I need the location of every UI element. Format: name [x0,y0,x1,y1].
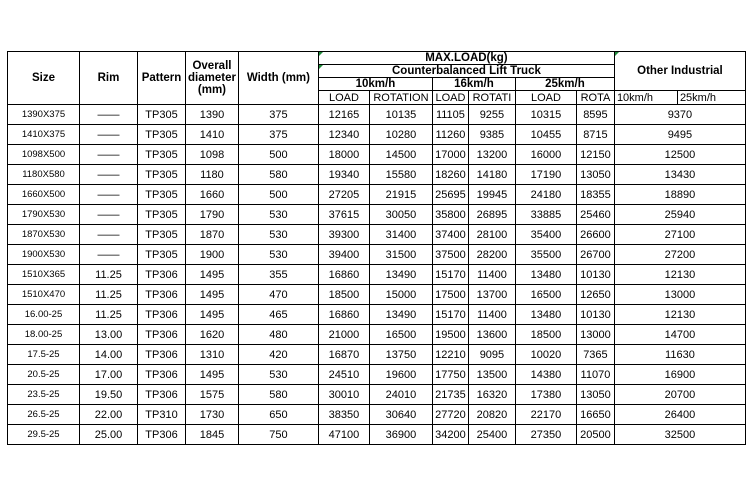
cell-load-10: 16860 [318,305,369,325]
cell-load-16: 17750 [432,365,468,385]
cell-load-10: 16860 [318,265,369,285]
cell-width: 530 [238,365,318,385]
header-speed-25: 25km/h [515,78,614,91]
cell-rim: —— [80,125,138,145]
cell-load-25: 17380 [515,385,576,405]
cell-width: 500 [238,185,318,205]
header-load-25: LOAD [515,91,576,105]
cell-size: 1660X500 [8,185,80,205]
table-row [8,105,746,125]
cell-width: 530 [238,225,318,245]
cell-load-25: 18500 [515,325,576,345]
header-max-load: MAX.LOAD(kg) [318,52,614,65]
cell-load-25: 17190 [515,165,576,185]
cell-size: 1510X470 [8,285,80,305]
cell-load-25: 35400 [515,225,576,245]
cell-diameter: 1495 [186,365,239,385]
cell-other-industrial: 16900 [614,365,745,385]
cell-size: 29.5-25 [8,425,80,445]
cell-rotation-10: 36900 [369,425,432,445]
cell-size: 1410X375 [8,125,80,145]
cell-other-industrial: 9370 [614,105,745,125]
header-other-25: 25km/h [677,91,745,105]
cell-rotation-25: 7365 [576,345,614,365]
cell-rotation-10: 31400 [369,225,432,245]
cell-rotation-10: 21915 [369,185,432,205]
cell-load-25: 16000 [515,145,576,165]
cell-rotation-10: 13750 [369,345,432,365]
cell-load-10: 27205 [318,185,369,205]
table-row [8,165,746,185]
cell-other-industrial: 12500 [614,145,745,165]
cell-pattern: TP306 [138,305,186,325]
cell-load-16: 25695 [432,185,468,205]
cell-load-16: 11260 [432,125,468,145]
cell-pattern: TP306 [138,385,186,405]
header-speed-16: 16km/h [432,78,515,91]
cell-rotation-16: 11400 [468,265,515,285]
cell-rotation-16: 9095 [468,345,515,365]
cell-size: 16.00-25 [8,305,80,325]
cell-rotation-25: 13000 [576,325,614,345]
cell-rotation-16: 9255 [468,105,515,125]
cell-pattern: TP305 [138,185,186,205]
table-row [8,205,746,225]
cell-rim: —— [80,245,138,265]
cell-diameter: 1900 [186,245,239,265]
header-rim: Rim [80,52,138,105]
cell-rotation-25: 20500 [576,425,614,445]
table-row [8,145,746,165]
cell-rotation-16: 26895 [468,205,515,225]
cell-load-25: 22170 [515,405,576,425]
cell-size: 18.00-25 [8,325,80,345]
cell-diameter: 1660 [186,185,239,205]
cell-other-industrial: 14700 [614,325,745,345]
cell-pattern: TP306 [138,325,186,345]
cell-other-industrial: 26400 [614,405,745,425]
cell-rotation-25: 16650 [576,405,614,425]
cell-rotation-16: 13700 [468,285,515,305]
cell-width: 580 [238,165,318,185]
cell-diameter: 1098 [186,145,239,165]
cell-load-16: 35800 [432,205,468,225]
cell-rim: 22.00 [80,405,138,425]
cell-rim: —— [80,225,138,245]
cell-rim: —— [80,165,138,185]
cell-rotation-16: 28200 [468,245,515,265]
cell-pattern: TP306 [138,365,186,385]
cell-width: 375 [238,105,318,125]
cell-rotation-10: 10135 [369,105,432,125]
cell-diameter: 1845 [186,425,239,445]
cell-pattern: TP305 [138,145,186,165]
cell-rotation-25: 12150 [576,145,614,165]
cell-other-industrial: 11630 [614,345,745,365]
cell-load-16: 34200 [432,425,468,445]
header-load-10: LOAD [318,91,369,105]
cell-load-25: 10315 [515,105,576,125]
cell-rotation-16: 13200 [468,145,515,165]
cell-load-25: 10455 [515,125,576,145]
cell-width: 650 [238,405,318,425]
cell-rim: 11.25 [80,305,138,325]
header-rotation-25: ROTA [576,91,614,105]
cell-load-10: 18500 [318,285,369,305]
cell-load-10: 24510 [318,365,369,385]
table-row [8,325,746,345]
cell-load-25: 10020 [515,345,576,365]
cell-pattern: TP305 [138,245,186,265]
cell-load-25: 16500 [515,285,576,305]
cell-pattern: TP306 [138,285,186,305]
cell-rim: 13.00 [80,325,138,345]
cell-diameter: 1310 [186,345,239,365]
cell-diameter: 1790 [186,205,239,225]
cell-rotation-25: 8715 [576,125,614,145]
header-overall-diameter: Overall diameter (mm) [186,52,239,105]
cell-other-industrial: 27100 [614,225,745,245]
cell-load-10: 18000 [318,145,369,165]
cell-width: 355 [238,265,318,285]
cell-load-16: 15170 [432,305,468,325]
cell-load-16: 27720 [432,405,468,425]
cell-load-25: 13480 [515,305,576,325]
cell-rotation-25: 10130 [576,305,614,325]
cell-other-industrial: 9495 [614,125,745,145]
cell-rotation-16: 13600 [468,325,515,345]
cell-size: 20.5-25 [8,365,80,385]
cell-load-10: 16870 [318,345,369,365]
cell-width: 500 [238,145,318,165]
cell-size: 1098X500 [8,145,80,165]
cell-load-16: 12210 [432,345,468,365]
header-speed-10: 10km/h [318,78,432,91]
cell-rotation-16: 14180 [468,165,515,185]
cell-rotation-16: 20820 [468,405,515,425]
cell-load-25: 14380 [515,365,576,385]
cell-pattern: TP305 [138,205,186,225]
cell-load-10: 38350 [318,405,369,425]
cell-rim: 14.00 [80,345,138,365]
cell-diameter: 1180 [186,165,239,185]
cell-load-10: 19340 [318,165,369,185]
cell-width: 420 [238,345,318,365]
cell-diameter: 1495 [186,265,239,285]
header-width: Width (mm) [238,52,318,105]
cell-load-10: 21000 [318,325,369,345]
cell-pattern: TP310 [138,405,186,425]
cell-size: 1510X365 [8,265,80,285]
cell-load-10: 12340 [318,125,369,145]
table-row [8,405,746,425]
cell-size: 1870X530 [8,225,80,245]
cell-rotation-10: 31500 [369,245,432,265]
cell-pattern: TP305 [138,125,186,145]
cell-rim: 11.25 [80,265,138,285]
cell-rim: 17.00 [80,365,138,385]
cell-load-10: 39300 [318,225,369,245]
cell-rim: —— [80,145,138,165]
cell-diameter: 1620 [186,325,239,345]
cell-rotation-10: 13490 [369,265,432,285]
cell-diameter: 1730 [186,405,239,425]
cell-rotation-25: 11070 [576,365,614,385]
table-row [8,265,746,285]
table-row [8,365,746,385]
table-row [8,285,746,305]
cell-load-16: 37400 [432,225,468,245]
cell-size: 23.5-25 [8,385,80,405]
cell-other-industrial: 12130 [614,265,745,285]
cell-load-16: 15170 [432,265,468,285]
cell-pattern: TP306 [138,265,186,285]
cell-rim: 25.00 [80,425,138,445]
cell-other-industrial: 13430 [614,165,745,185]
cell-other-industrial: 18890 [614,185,745,205]
cell-rotation-25: 12650 [576,285,614,305]
cell-load-16: 18260 [432,165,468,185]
header-size: Size [8,52,80,105]
cell-other-industrial: 20700 [614,385,745,405]
header-rotation-10: ROTATION [369,91,432,105]
cell-rotation-10: 24010 [369,385,432,405]
cell-width: 480 [238,325,318,345]
cell-load-10: 39400 [318,245,369,265]
table-row [8,345,746,365]
header-pattern: Pattern [138,52,186,105]
cell-diameter: 1575 [186,385,239,405]
cell-size: 1900X530 [8,245,80,265]
table-row [8,185,746,205]
header-counterbalanced: Counterbalanced Lift Truck [318,65,614,78]
cell-load-10: 30010 [318,385,369,405]
cell-pattern: TP306 [138,345,186,365]
cell-diameter: 1410 [186,125,239,145]
cell-rotation-25: 13050 [576,165,614,185]
cell-load-25: 24180 [515,185,576,205]
cell-load-10: 47100 [318,425,369,445]
cell-diameter: 1390 [186,105,239,125]
cell-other-industrial: 13000 [614,285,745,305]
cell-width: 530 [238,205,318,225]
cell-width: 465 [238,305,318,325]
cell-width: 580 [238,385,318,405]
cell-size: 26.5-25 [8,405,80,425]
cell-rotation-10: 14500 [369,145,432,165]
cell-rotation-10: 13490 [369,305,432,325]
cell-rotation-16: 28100 [468,225,515,245]
table-row [8,245,746,265]
cell-rotation-10: 16500 [369,325,432,345]
cell-size: 1180X580 [8,165,80,185]
cell-size: 1790X530 [8,205,80,225]
cell-load-16: 17500 [432,285,468,305]
cell-rotation-10: 30050 [369,205,432,225]
cell-load-25: 35500 [515,245,576,265]
cell-rotation-25: 26700 [576,245,614,265]
cell-load-10: 37615 [318,205,369,225]
cell-width: 530 [238,245,318,265]
cell-load-25: 27350 [515,425,576,445]
table-row [8,425,746,445]
cell-rotation-16: 13500 [468,365,515,385]
header-other-industrial: Other Industrial [614,52,745,91]
cell-rim: —— [80,105,138,125]
cell-other-industrial: 27200 [614,245,745,265]
cell-other-industrial: 32500 [614,425,745,445]
cell-rotation-16: 19945 [468,185,515,205]
table-row [8,225,746,245]
cell-load-16: 19500 [432,325,468,345]
cell-pattern: TP305 [138,165,186,185]
cell-rotation-16: 9385 [468,125,515,145]
cell-load-16: 37500 [432,245,468,265]
cell-rotation-25: 18355 [576,185,614,205]
cell-load-25: 33885 [515,205,576,225]
cell-load-10: 12165 [318,105,369,125]
cell-other-industrial: 25940 [614,205,745,225]
cell-pattern: TP306 [138,425,186,445]
cell-rotation-25: 8595 [576,105,614,125]
cell-pattern: TP305 [138,105,186,125]
header-load-16: LOAD [432,91,468,105]
cell-load-16: 21735 [432,385,468,405]
table-row [8,125,746,145]
cell-rotation-10: 30640 [369,405,432,425]
cell-rotation-25: 26600 [576,225,614,245]
header-other-10: 10km/h [614,91,677,105]
cell-rim: 11.25 [80,285,138,305]
cell-diameter: 1870 [186,225,239,245]
cell-size: 1390X375 [8,105,80,125]
cell-rim: 19.50 [80,385,138,405]
cell-load-25: 13480 [515,265,576,285]
cell-pattern: TP305 [138,225,186,245]
cell-rotation-16: 25400 [468,425,515,445]
cell-rotation-10: 19600 [369,365,432,385]
cell-rotation-10: 15580 [369,165,432,185]
cell-rotation-25: 10130 [576,265,614,285]
header-rotation-16: ROTATI [468,91,515,105]
cell-rim: —— [80,185,138,205]
cell-diameter: 1495 [186,305,239,325]
cell-other-industrial: 12130 [614,305,745,325]
cell-rotation-25: 13050 [576,385,614,405]
cell-size: 17.5-25 [8,345,80,365]
table-row [8,385,746,405]
cell-rotation-16: 16320 [468,385,515,405]
cell-rotation-16: 11400 [468,305,515,325]
cell-width: 750 [238,425,318,445]
cell-width: 375 [238,125,318,145]
table-body [8,105,746,445]
cell-diameter: 1495 [186,285,239,305]
cell-rotation-10: 15000 [369,285,432,305]
cell-rotation-10: 10280 [369,125,432,145]
cell-rotation-25: 25460 [576,205,614,225]
tire-load-table [7,51,746,445]
cell-rim: —— [80,205,138,225]
table-row [8,305,746,325]
cell-width: 470 [238,285,318,305]
cell-load-16: 17000 [432,145,468,165]
cell-load-16: 11105 [432,105,468,125]
